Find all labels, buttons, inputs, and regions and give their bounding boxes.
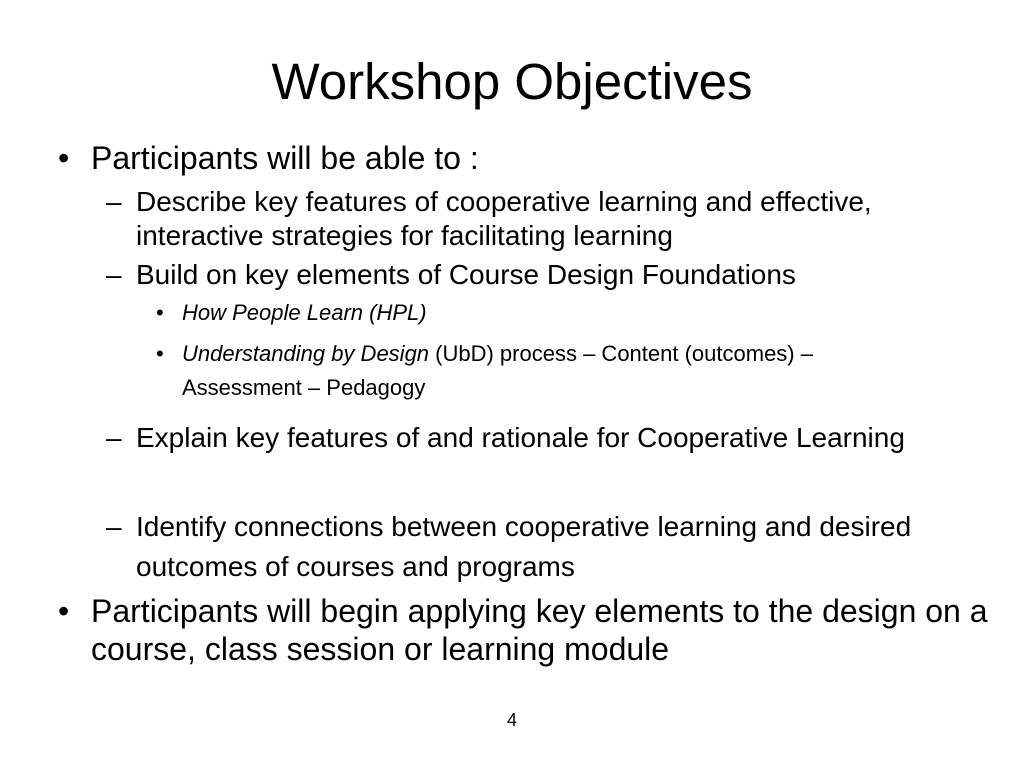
sub-bullet-text: Explain key features of and rationale for Cooperative Learning (136, 422, 905, 453)
slide-title: Workshop Objectives (271, 53, 753, 110)
plain-text: (UbD) process – Content (outcomes) – Assessment – Pedagogy (182, 341, 813, 400)
sub-bullet-text: Build on key elements of Course Design Foundations (136, 259, 796, 290)
page-number: 4 (506, 710, 517, 730)
sub-bullet-dash: – (106, 186, 122, 217)
sub-bullet-dash: – (106, 511, 122, 542)
sub-sub-bullet-text (182, 337, 882, 405)
italic-title: Understanding by Design (182, 341, 430, 366)
sub-sub-bullet-dot: • (156, 341, 164, 366)
sub-bullet-text: Describe key features of cooperative learning and effective, interactive strategies for facilitating learning (136, 186, 872, 251)
sub-sub-bullet-dot: • (156, 300, 164, 325)
sub-sub-bullet-text (182, 296, 882, 330)
sub-bullet-dash: – (106, 422, 122, 453)
bullet-dot: • (58, 593, 70, 629)
bullet-text: Participants will be able to : (91, 140, 479, 176)
bullet-dot: • (58, 140, 70, 176)
sub-bullet-text: Identify connections between cooperative learning and desired outcomes of courses and programs (136, 511, 912, 582)
bullet-text: Participants will begin applying key elements to the design on a course, class session or learning module (91, 593, 988, 667)
italic-title: How People Learn (HPL) (182, 300, 427, 325)
sub-bullet-dash: – (106, 259, 122, 290)
